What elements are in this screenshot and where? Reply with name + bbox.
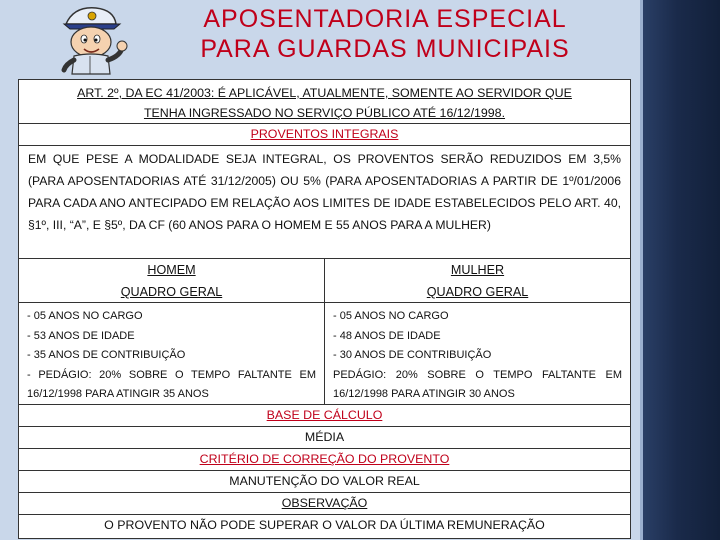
homem-requirements xyxy=(19,303,324,405)
list-item: - PEDÁGIO: 20% SOBRE O TEMPO FALTANTE EM 16/12/1998 PARA ATINGIR 35 ANOS xyxy=(27,368,316,400)
proventos-row xyxy=(19,124,630,146)
title-line-2: PARA GUARDAS MUNICIPAIS xyxy=(200,35,570,63)
list-item: - 05 ANOS NO CARGO xyxy=(27,310,143,322)
base-calculo-heading-row xyxy=(19,405,630,427)
mulher-header xyxy=(325,259,630,303)
list-item: - 53 ANOS DE IDADE xyxy=(27,329,135,342)
list-item: - 35 ANOS DE CONTRIBUIÇÃO xyxy=(27,349,186,361)
criterio-value-row xyxy=(19,471,630,493)
observacao-value-row xyxy=(19,515,630,537)
base-calculo-value-row xyxy=(19,427,630,449)
mulher-requirements xyxy=(325,303,630,405)
homem-header xyxy=(19,259,324,303)
criterio-heading: CRITÉRIO DE CORREÇÃO DO PROVENTO xyxy=(199,452,450,466)
observacao-heading: OBSERVAÇÃO xyxy=(281,496,368,510)
reduction-text: EM QUE PESE A MODALIDADE SEJA INTEGRAL, OS PROVENTOS SERÃO REDUZIDOS EM 3,5% (PARA APOSENTADORIAS ATÉ 31/12/2005) OU 5% (PARA APOSENTADORIAS A PARTIR DE 1º/01/2006 PARA CADA ANO ANTECIPADO EM RELAÇÃO AOS LIMITES DE IDADE ESTABELECIDOS PELO ART. 40, §1º, III, “A”, E §5º, DA CF (60 ANOS PARA O HOMEM E 55 ANOS PARA A MULHER) xyxy=(19,146,630,259)
base-calculo-value: MÉDIA xyxy=(304,430,345,444)
homem-heading: HOMEM xyxy=(147,263,196,277)
criterio-heading-row xyxy=(19,449,630,471)
slide-title xyxy=(140,4,630,64)
base-calculo-heading: BASE DE CÁLCULO xyxy=(266,408,383,422)
homem-subheading: QUADRO GERAL xyxy=(120,285,223,299)
observacao-heading-row xyxy=(19,493,630,515)
list-item: - 30 ANOS DE CONTRIBUIÇÃO xyxy=(333,349,492,361)
article-row xyxy=(19,80,630,124)
article-line-1: ART. 2º, DA EC 41/2003: É APLICÁVEL, ATUALMENTE, SOMENTE AO SERVIDOR QUE xyxy=(77,86,572,100)
proventos-heading: PROVENTOS INTEGRAIS xyxy=(250,127,399,141)
title-line-1: APOSENTADORIA ESPECIAL xyxy=(203,5,567,33)
document-table xyxy=(18,79,631,539)
article-line-2: TENHA INGRESSADO NO SERVIÇO PÚBLICO ATÉ 16/12/1998. xyxy=(143,106,506,120)
mulher-heading: MULHER xyxy=(450,263,505,277)
list-item: - 05 ANOS NO CARGO xyxy=(333,310,449,322)
criterio-value: MANUTENÇÃO DO VALOR REAL xyxy=(229,474,420,488)
list-item: - 48 ANOS DE IDADE xyxy=(333,329,441,342)
mulher-subheading: QUADRO GERAL xyxy=(426,285,529,299)
mulher-column xyxy=(325,259,630,404)
requirements-columns xyxy=(19,259,630,405)
guard-mascot-icon xyxy=(44,2,134,76)
list-item: PEDÁGIO: 20% SOBRE O TEMPO FALTANTE EM 16/12/1998 PARA ATINGIR 30 ANOS xyxy=(333,368,622,400)
homem-column xyxy=(19,259,325,404)
side-decoration-panel xyxy=(640,0,720,540)
observacao-value: O PROVENTO NÃO PODE SUPERAR O VALOR DA ÚLTIMA REMUNERAÇÃO xyxy=(104,518,545,532)
